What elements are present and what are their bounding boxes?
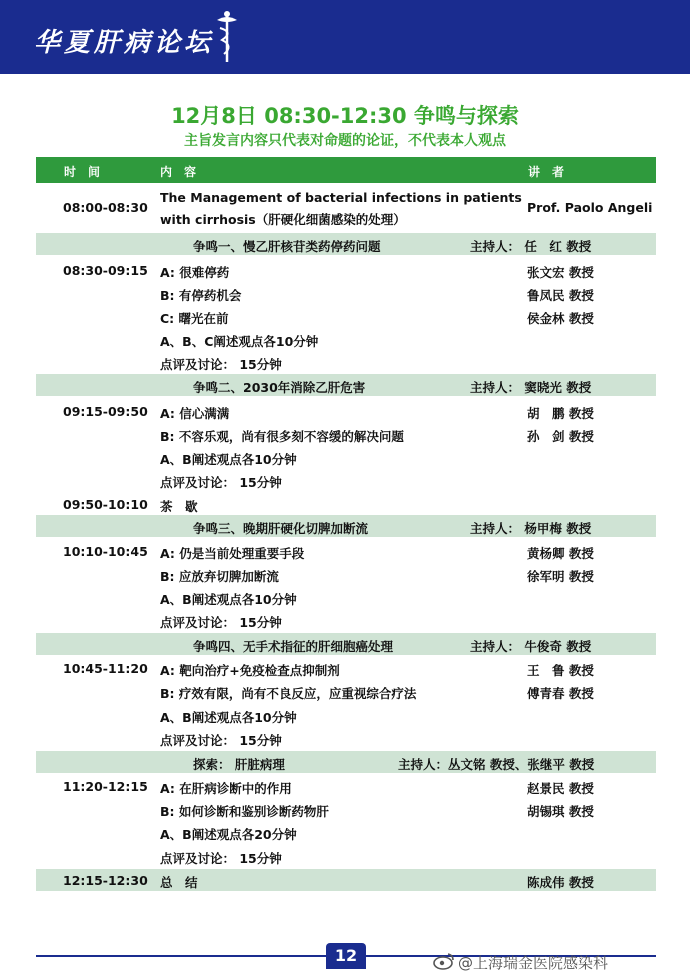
col-content: 内 容 bbox=[160, 165, 197, 179]
section5-title: 探索： 肝脏病理 bbox=[193, 757, 285, 772]
section2-title: 争鸣二、2030年消除乙肝危害 bbox=[193, 380, 366, 395]
header-bar bbox=[0, 0, 690, 74]
s2-speaker-a: 胡 鹏 教授 bbox=[527, 406, 594, 421]
s3-item-b: B: 应放弃切脾加断流 bbox=[160, 569, 279, 584]
opening-line1: The Management of bacterial infections in patients bbox=[160, 190, 522, 205]
section1-title: 争鸣一、慢乙肝核苷类药停药问题 bbox=[193, 239, 381, 254]
closing-label: 总 结 bbox=[160, 875, 198, 890]
section4-host: 主持人： 牛俊奇 教授 bbox=[470, 639, 592, 654]
opening-line2: with cirrhosis（肝硬化细菌感染的处理） bbox=[160, 212, 406, 227]
s1-item-note: A、B、C阐述观点各10分钟 bbox=[160, 334, 319, 349]
closing-time: 12:15-12:30 bbox=[63, 873, 148, 888]
tea-break-label: 茶 歇 bbox=[160, 499, 198, 514]
s3-item-a: A: 仍是当前处理重要手段 bbox=[160, 546, 305, 561]
s1-item-a: A: 很难停药 bbox=[160, 265, 230, 280]
weibo-icon bbox=[433, 952, 455, 970]
section3-host: 主持人： 杨甲梅 教授 bbox=[470, 521, 592, 536]
section5-host: 主持人：丛文铭 教授、张继平 教授 bbox=[398, 757, 595, 772]
opening-time: 08:00-08:30 bbox=[63, 200, 148, 215]
section2-host: 主持人： 窦晓光 教授 bbox=[470, 380, 592, 395]
section1-time: 08:30-09:15 bbox=[63, 263, 148, 278]
s4-speaker-a: 王 鲁 教授 bbox=[527, 663, 594, 678]
s3-speaker-b: 徐军明 教授 bbox=[527, 569, 594, 584]
section5-time: 11:20-12:15 bbox=[63, 779, 148, 794]
s2-item-b: B: 不容乐观，尚有很多刻不容缓的解决问题 bbox=[160, 429, 404, 444]
s5-item-discussion: 点评及讨论： 15分钟 bbox=[160, 851, 282, 866]
s1-item-discussion: 点评及讨论： 15分钟 bbox=[160, 357, 282, 372]
s2-item-a: A: 信心满满 bbox=[160, 406, 230, 421]
section2-time: 09:15-09:50 bbox=[63, 404, 148, 419]
s5-item-note: A、B阐述观点各20分钟 bbox=[160, 827, 297, 842]
s3-item-discussion: 点评及讨论： 15分钟 bbox=[160, 615, 282, 630]
session-subtitle: 主旨发言内容只代表对命题的论证，不代表本人观点 bbox=[184, 133, 506, 149]
table-header bbox=[36, 157, 656, 183]
tea-break-time: 09:50-10:10 bbox=[63, 497, 148, 512]
section4-time: 10:45-11:20 bbox=[63, 661, 148, 676]
s5-item-a: A: 在肝病诊断中的作用 bbox=[160, 781, 292, 796]
s3-speaker-a: 黄杨卿 教授 bbox=[527, 546, 594, 561]
s5-speaker-a: 赵景民 教授 bbox=[527, 781, 594, 796]
caduceus-icon bbox=[212, 10, 242, 64]
section1-host: 主持人： 任 红 教授 bbox=[470, 239, 592, 254]
s1-item-b: B: 有停药机会 bbox=[160, 288, 242, 303]
col-time: 时 间 bbox=[64, 165, 101, 179]
s1-item-c: C: 曙光在前 bbox=[160, 311, 229, 326]
section4-title: 争鸣四、无手术指征的肝细胞癌处理 bbox=[193, 639, 394, 654]
forum-logo-text: 华夏肝病论坛 bbox=[34, 28, 215, 58]
opening-speaker: Prof. Paolo Angeli bbox=[527, 200, 653, 215]
s1-speaker-a: 张文宏 教授 bbox=[527, 265, 594, 280]
s2-speaker-b: 孙 剑 教授 bbox=[527, 429, 594, 444]
session-title: 12月8日 08:30-12:30 争鸣与探索 bbox=[171, 104, 519, 128]
s1-speaker-c: 侯金林 教授 bbox=[527, 311, 594, 326]
col-speaker: 讲 者 bbox=[528, 165, 565, 179]
s5-item-b: B: 如何诊断和鉴别诊断药物肝 bbox=[160, 804, 329, 819]
s3-item-note: A、B阐述观点各10分钟 bbox=[160, 592, 297, 607]
s2-item-note: A、B阐述观点各10分钟 bbox=[160, 452, 297, 467]
s4-item-note: A、B阐述观点各10分钟 bbox=[160, 710, 297, 725]
s1-speaker-b: 鲁凤民 教授 bbox=[527, 288, 594, 303]
section3-title: 争鸣三、晚期肝硬化切脾加断流 bbox=[193, 521, 369, 536]
source-watermark: @上海瑞金医院感染科 bbox=[458, 954, 609, 972]
s4-item-b: B: 疗效有限，尚有不良反应，应重视综合疗法 bbox=[160, 686, 417, 701]
s4-item-a: A: 靶向治疗+免疫检查点抑制剂 bbox=[160, 663, 340, 678]
s5-speaker-b: 胡锡琪 教授 bbox=[527, 804, 594, 819]
section3-time: 10:10-10:45 bbox=[63, 544, 148, 559]
closing-speaker: 陈成伟 教授 bbox=[527, 875, 594, 890]
s4-speaker-b: 傅青春 教授 bbox=[527, 686, 594, 701]
s2-item-discussion: 点评及讨论： 15分钟 bbox=[160, 475, 282, 490]
page-number: 12 bbox=[326, 943, 366, 969]
s4-item-discussion: 点评及讨论： 15分钟 bbox=[160, 733, 282, 748]
